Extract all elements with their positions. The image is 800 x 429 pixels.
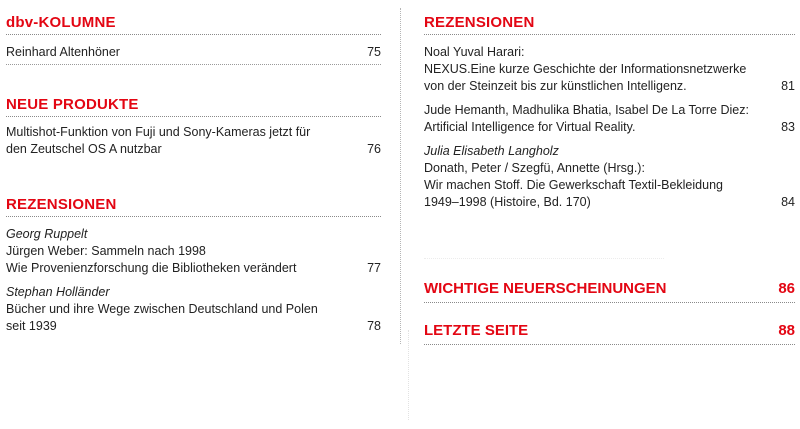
entry-line: Noal Yuval Harari: [424,45,525,59]
section-heading [6,196,381,217]
entry-author: Julia Elisabeth Langholz [424,144,559,158]
section-kolumne [6,14,381,65]
entry-author: Georg Ruppelt [6,227,88,241]
page-number: 77 [367,261,381,275]
section-letzte-seite[interactable] [424,322,795,345]
entry-line: Artificial Intelligence for Virtual Reality. [424,120,636,134]
section-heading [424,322,795,345]
entry-text: Reinhard Altenhöner [6,45,120,59]
entry-line: Bücher und ihre Wege zwischen Deutschland und Polen [6,302,318,316]
entry-line: Jürgen Weber: Sammeln nach 1998 [6,244,206,258]
section-rezensionen-right [424,14,795,211]
section-heading [424,14,795,35]
toc-entry[interactable] [6,284,381,335]
page-number: 86 [778,280,795,297]
heading-label: REZENSIONEN [6,196,117,213]
heading-label: LETZTE SEITE [424,322,529,339]
toc-entry[interactable] [6,226,381,277]
entry-line: den Zeutschel OS A nutzbar [6,142,162,156]
toc-entry[interactable] [424,44,795,95]
entry-author: Stephan Holländer [6,285,110,299]
page-number: 81 [781,79,795,93]
heading-label: WICHTIGE NEUERSCHEINUNGEN [424,280,667,297]
section-rezensionen-left [6,196,381,335]
faint-divider [424,258,664,259]
entry-line: Jude Hemanth, Madhulika Bhatia, Isabel De La Torre Diez: [424,103,749,117]
entry-line: Multishot-Funktion von Fuji und Sony-Kameras jetzt für [6,125,311,139]
column-divider-faint [408,330,409,420]
heading-label: REZENSIONEN [424,14,535,31]
entry-line: NEXUS.Eine kurze Geschichte der Informationsnetzwerke [424,62,747,76]
toc-entry[interactable] [6,44,381,65]
page-number: 83 [781,120,795,134]
toc-entry[interactable] [424,102,795,136]
entry-line: von der Steinzeit bis zur künstlichen Intelligenz. [424,79,687,93]
column-divider [400,8,401,344]
section-heading [6,14,381,35]
heading-label: NEUE PRODUKTE [6,96,139,113]
entry-line: Wie Provenienzforschung die Bibliotheken verändert [6,261,297,275]
section-neue-produkte [6,96,381,158]
section-heading [6,96,381,117]
entry-line: Donath, Peter / Szegfü, Annette (Hrsg.): [424,161,645,175]
page-number: 88 [778,322,795,339]
page-number: 84 [781,195,795,209]
entry-line: seit 1939 [6,319,57,333]
toc-entry[interactable] [424,143,795,211]
toc-entry[interactable] [6,124,381,158]
section-heading [424,280,795,303]
page-number: 76 [367,142,381,156]
page-number: 78 [367,319,381,333]
section-neuerscheinungen[interactable] [424,280,795,303]
entry-line: Wir machen Stoff. Die Gewerkschaft Textil-Bekleidung [424,178,723,192]
entry-line: 1949–1998 (Histoire, Bd. 170) [424,195,591,209]
page-number: 75 [367,45,381,59]
heading-label: dbv-KOLUMNE [6,14,116,31]
